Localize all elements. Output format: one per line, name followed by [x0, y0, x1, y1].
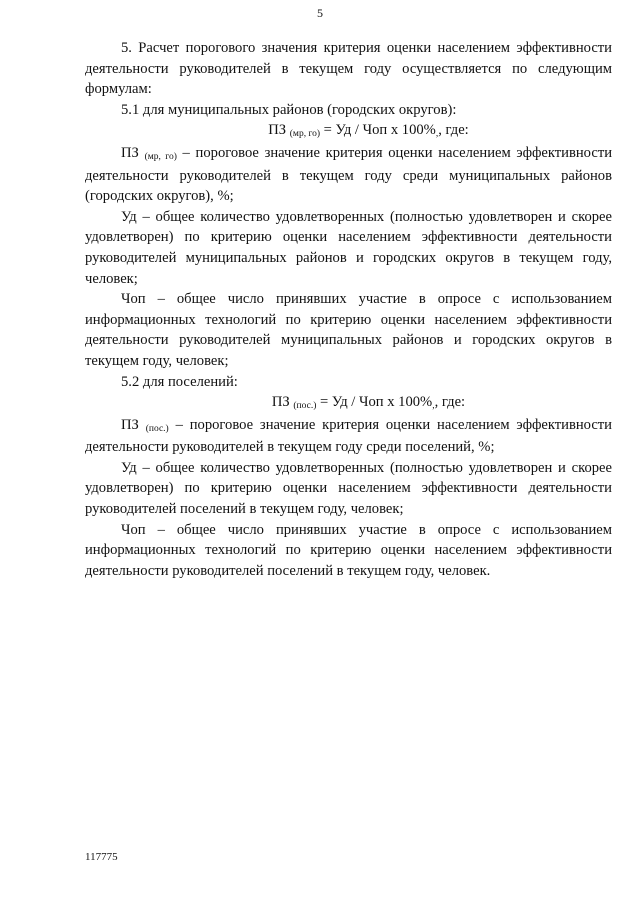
- definition-pz-settlements: [85, 415, 612, 458]
- subsection-5-2-heading: 5.2 для поселений:: [121, 373, 238, 390]
- document-body: [85, 38, 612, 581]
- definition-pz-settlements-subscript: (пос.): [145, 423, 169, 434]
- formula-settlements-rhs: = Уд / Чоп х 100%: [316, 394, 433, 411]
- formula-municipal: [85, 120, 612, 143]
- subsection-5-1-heading: 5.1 для муниципальных районов (городских округов):: [121, 101, 457, 118]
- formula-settlements-lhs: ПЗ: [271, 394, 290, 411]
- formula-municipal-comma: ,: [435, 129, 439, 140]
- definition-pz-municipal-text: – пороговое значение критерия оценки населением эффективности деятельности руководителей в текущем году среди муниципальных районов (городских округов), %;: [85, 144, 613, 205]
- page-number: 5: [317, 6, 323, 20]
- definition-chop-municipal: Чоп – общее число принявших участие в опросе с использованием информационных технологий по критерию оценки населением эффективности деятельности руководителей муниципальных районов и городских округов в текущем году, человек;: [85, 291, 612, 369]
- definition-pz-municipal-subscript: (мр, го): [144, 151, 177, 162]
- formula-settlements: [85, 392, 612, 415]
- definition-pz-settlements-text: – пороговое значение критерия оценки населением эффективности деятельности руководителей в текущем году среди поселений, %;: [85, 416, 612, 456]
- formula-municipal-subscript: (мр, го): [289, 129, 321, 140]
- formula-municipal-tail: , где:: [438, 122, 469, 139]
- section-5-paragraph: 5. Расчет порогового значения критерия оценки населением эффективности деятельности руководителей в текущем году осуществляется по следующим формулам:: [85, 40, 612, 98]
- formula-settlements-comma: ,: [432, 401, 435, 412]
- definition-pz-settlements-symbol: ПЗ: [121, 416, 139, 433]
- footer-document-code: 117775: [85, 851, 118, 863]
- formula-settlements-tail: , где:: [434, 394, 466, 411]
- definition-chop-settlements: Чоп – общее число принявших участие в опросе с использованием информационных технологий по критерию оценки населением эффективности деятельности руководителей поселений в текущем году, человек.: [85, 521, 612, 579]
- formula-municipal-lhs: ПЗ: [268, 122, 287, 139]
- definition-ud-settlements: Уд – общее количество удовлетворенных (полностью удовлетворен и скорее удовлетворен) по критерию оценки населением эффективности деятельности руководителей поселений в текущем году, человек;: [85, 459, 612, 518]
- formula-settlements-subscript: (пос.): [293, 401, 317, 412]
- definition-ud-municipal: Уд – общее количество удовлетворенных (полностью удовлетворен и скорее удовлетворен) по критерию оценки населением эффективности деятельности руководителей муниципальных районов и городских округов в текущем году, человек;: [85, 208, 612, 287]
- formula-municipal-rhs: = Уд / Чоп х 100%: [320, 122, 436, 139]
- definition-pz-municipal: [85, 143, 612, 207]
- definition-pz-municipal-symbol: ПЗ: [121, 144, 139, 161]
